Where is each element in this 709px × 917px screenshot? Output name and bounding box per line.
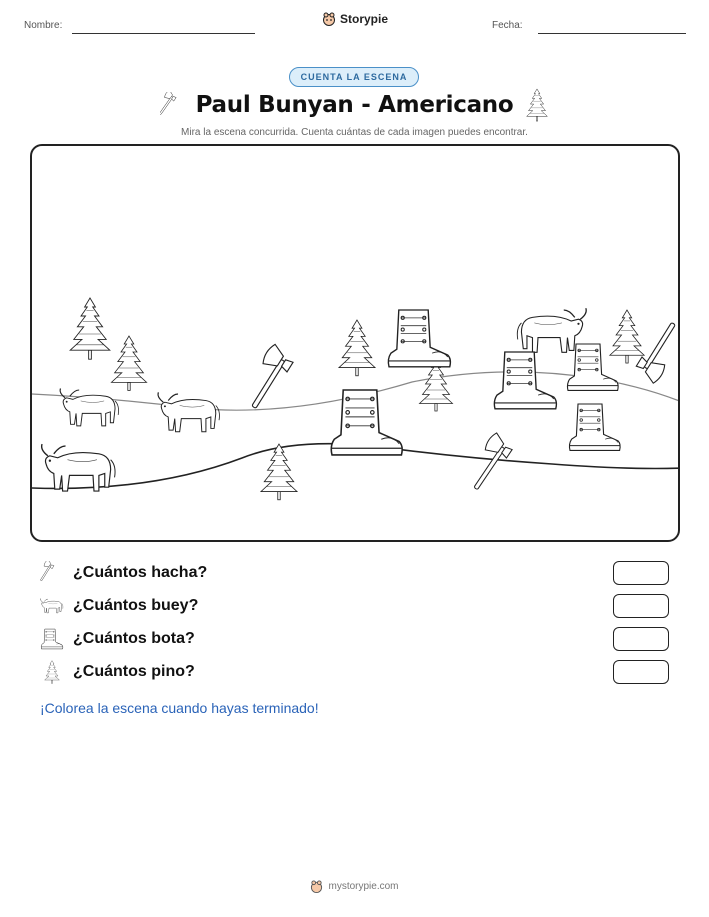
storypie-footer-icon (310, 880, 323, 893)
question-text: ¿Cuántos buey? (73, 597, 199, 614)
ox-icon (40, 594, 64, 618)
axe-icon (40, 561, 64, 585)
question-row (40, 561, 670, 587)
title-pine-tree-icon (524, 88, 550, 122)
name-field[interactable] (72, 33, 255, 34)
ox (158, 392, 219, 431)
answer-box-pine[interactable] (613, 660, 669, 684)
boot (388, 310, 450, 367)
answer-box-axe[interactable] (613, 561, 669, 585)
pine-tree-icon (40, 660, 64, 684)
page-title: Paul Bunyan - Americano (195, 92, 514, 118)
boot (569, 404, 620, 450)
axe (462, 432, 515, 494)
scene-picture[interactable] (30, 144, 680, 542)
brand-name: Storypie (340, 12, 389, 26)
ox (60, 388, 118, 425)
pine-tree (420, 360, 453, 411)
name-label: Nombre: (24, 20, 63, 31)
date-label: Fecha: (492, 20, 523, 31)
question-text: ¿Cuántos pino? (73, 663, 195, 680)
question-text: ¿Cuántos hacha? (73, 564, 208, 581)
coloring-instruction: ¡Colorea la escena cuando hayas terminado! (40, 700, 319, 716)
activity-badge: CUENTA LA ESCENA (289, 67, 419, 87)
instructions: Mira la escena concurrida. Cuenta cuántas de cada imagen puedes encontrar. (181, 127, 528, 138)
scene-drawing (32, 146, 680, 542)
pine-tree (111, 336, 146, 390)
answer-box-ox[interactable] (613, 594, 669, 618)
footer-url[interactable]: mystorypie.com (328, 881, 399, 892)
answer-box-boot[interactable] (613, 627, 669, 651)
brand-logo (322, 12, 388, 26)
question-row (40, 594, 670, 620)
pine-tree (610, 310, 644, 363)
ox (42, 444, 115, 491)
pine-tree (261, 444, 297, 500)
axe (238, 343, 296, 412)
pine-tree (339, 320, 375, 376)
boot (494, 352, 556, 409)
pine-tree (70, 298, 110, 359)
storypie-logo-icon (322, 12, 336, 26)
question-row (40, 627, 670, 653)
date-field[interactable] (538, 33, 686, 34)
footer (0, 880, 709, 893)
boot (567, 344, 618, 390)
boot-icon (40, 627, 64, 651)
question-row (40, 660, 670, 686)
question-text: ¿Cuántos bota? (73, 630, 195, 647)
